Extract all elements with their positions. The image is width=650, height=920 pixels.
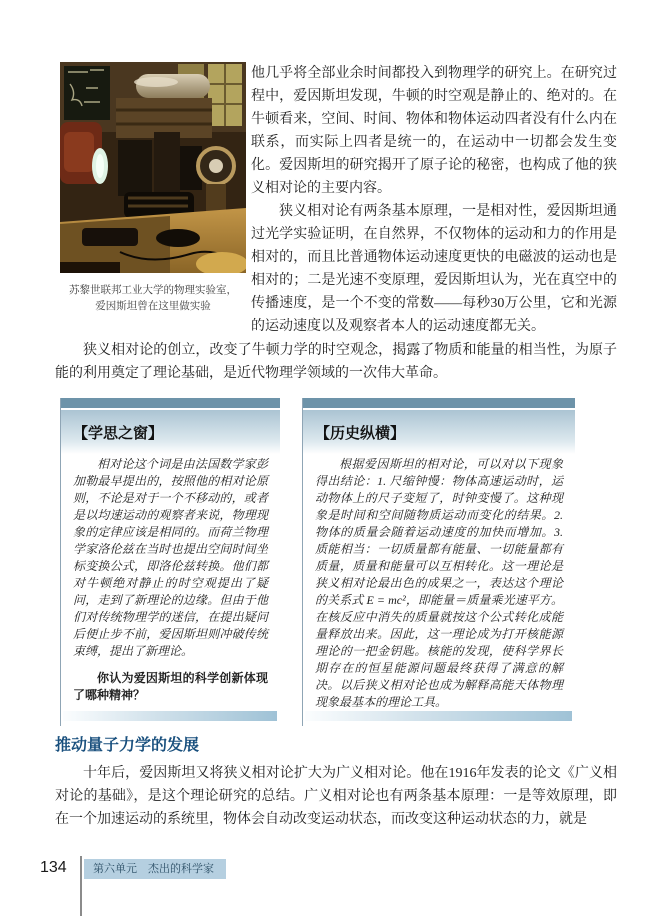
history-box — [302, 398, 575, 726]
history-box-text-part2: ，即能量＝质量乘光速平方。在核反应中消失的质量就按这个公式转化成能量释放出来。因此，这一理论成为打开核能源理论的一把金钥匙。核能的发现，使科学界长期存在的恒星能源问题最终获得了满意的解决。以后狭义相对论也成为解释高能天体物理现象最基本的理论工具。 — [315, 593, 563, 709]
unit-title-bar: 第六单元 杰出的科学家 — [84, 859, 226, 879]
history-box-title: 【历史纵横】 — [303, 410, 575, 454]
study-box-body — [61, 454, 280, 704]
history-box-bottombar — [305, 711, 572, 721]
study-box-topbar — [61, 398, 280, 410]
photo-bench-coil — [156, 229, 200, 247]
history-box-text — [315, 456, 563, 711]
photo-apparatus-left — [118, 140, 152, 196]
photo-caption — [60, 282, 246, 314]
top-section — [60, 62, 617, 338]
history-box-text-part1: 根据爱因斯坦的相对论，可以对以下现象得出结论：1. 尺缩钟慢：物体高速运动时，运动物体上的尺子变短了，时钟变慢了。这种现象是时间和空间随物质运动而变化的结果。2. 物体的质量会随着运动速度的加快而增加。3. 质能相当：一切质量都有能量、一切能量都有质量，质量和能量可以互相转化。这一理论是狭义相对论最出色的成果之一，表达这个理论的关系式 — [315, 457, 563, 607]
history-box-topbar — [303, 398, 575, 410]
photo-foreground-dark — [60, 262, 120, 273]
history-box-body — [303, 454, 575, 711]
photo-column — [60, 62, 246, 338]
section-paragraph: 十年后，爱因斯坦又将狭义相对论扩大为广义相对论。他在1916年发表的论文《广义相对论的基础》，是这个理论研究的总结。广义相对论也有两条基本原理：一是等效原理，即在一个加速运动的系统里，物体会自动改变运动状态，而改变这种运动状态的力，就是 — [55, 766, 617, 827]
photo-caption-line2: 爱因斯坦曾在这里做实验 — [95, 300, 211, 312]
lab-photo — [60, 62, 246, 273]
photo-caption-line1: 苏黎世联邦工业大学的物理实验室， — [69, 284, 237, 296]
photo-bench-device — [82, 228, 138, 246]
footer-divider — [80, 856, 82, 916]
page-number: 134 — [40, 859, 67, 876]
photo-glow-core — [96, 154, 104, 178]
photo-tank-highlight — [134, 77, 178, 87]
intro-paragraph-3: 狭义相对论的创立，改变了牛顿力学的时空观念，揭露了物质和能量的相当性，为原子能的利用奠定了理论基础，是近代物理学领域的一次伟大革命。 — [55, 343, 617, 381]
photo-blackboard — [64, 66, 110, 120]
intro-paragraph-2: 狭义相对论有两条基本原理，一是相对性，爱因斯坦通过光学实验证明，在自然界，不仅物体的运动和力的作用是相对的，而且比普通物体运动速度更快的电磁波的运动也是相对的；二是光速不变原理，爱因斯坦认为，光在真空中的传播速度，是一个不变的常数——每秒30万公里，它和光源的运动速度以及观察者本人的运动速度都无关。 — [251, 204, 617, 334]
intro-paragraph-1: 他几乎将全部业余时间都投入到物理学的研究上。在研究过程中，爱因斯坦发现，牛顿的时空观是静止的、绝对的。在牛顿看来，空间、时间、物体和物体运动四者没有什么内在联系，而实际上四者是统一的，在运动中一切都会发生变化。爱因斯坦的研究揭开了原子论的秘密，也构成了他的狭义相对论的主要内容。 — [251, 66, 617, 196]
section-heading: 推动量子力学的发展 — [55, 737, 200, 754]
study-box-question: 你认为爱因斯坦的科学创新体现了哪种精神？ — [73, 671, 268, 702]
feature-boxes — [60, 398, 575, 726]
intro-text-column — [251, 62, 617, 338]
photo-red-machine-face — [64, 132, 94, 172]
study-window-box — [60, 398, 280, 726]
photo-gauge-face — [209, 159, 223, 173]
study-box-title: 【学思之窗】 — [61, 410, 280, 454]
study-box-text: 相对论这个词是由法国数学家彭加勒最早提出的，按照他的相对论原则，不论是对于一个不移动的，或者是以均速运动的观察者来说，物理现象的定律应该是相同的。而荷兰物理学家洛伦兹在当时也提出空间时间坐标变换公式，即洛伦兹转换。他们都对牛顿绝对静止的时空观提出了疑问，走到了新理论的边缘。但由于他们对传统物理学的迷信，在提出疑问后便止步不前，爱因斯坦则冲破传统束缚，提出了新理论。 — [73, 457, 268, 658]
photo-apparatus-mid — [154, 132, 180, 196]
study-box-bottombar — [63, 711, 277, 721]
emc2-formula: E = mc² — [366, 593, 406, 607]
